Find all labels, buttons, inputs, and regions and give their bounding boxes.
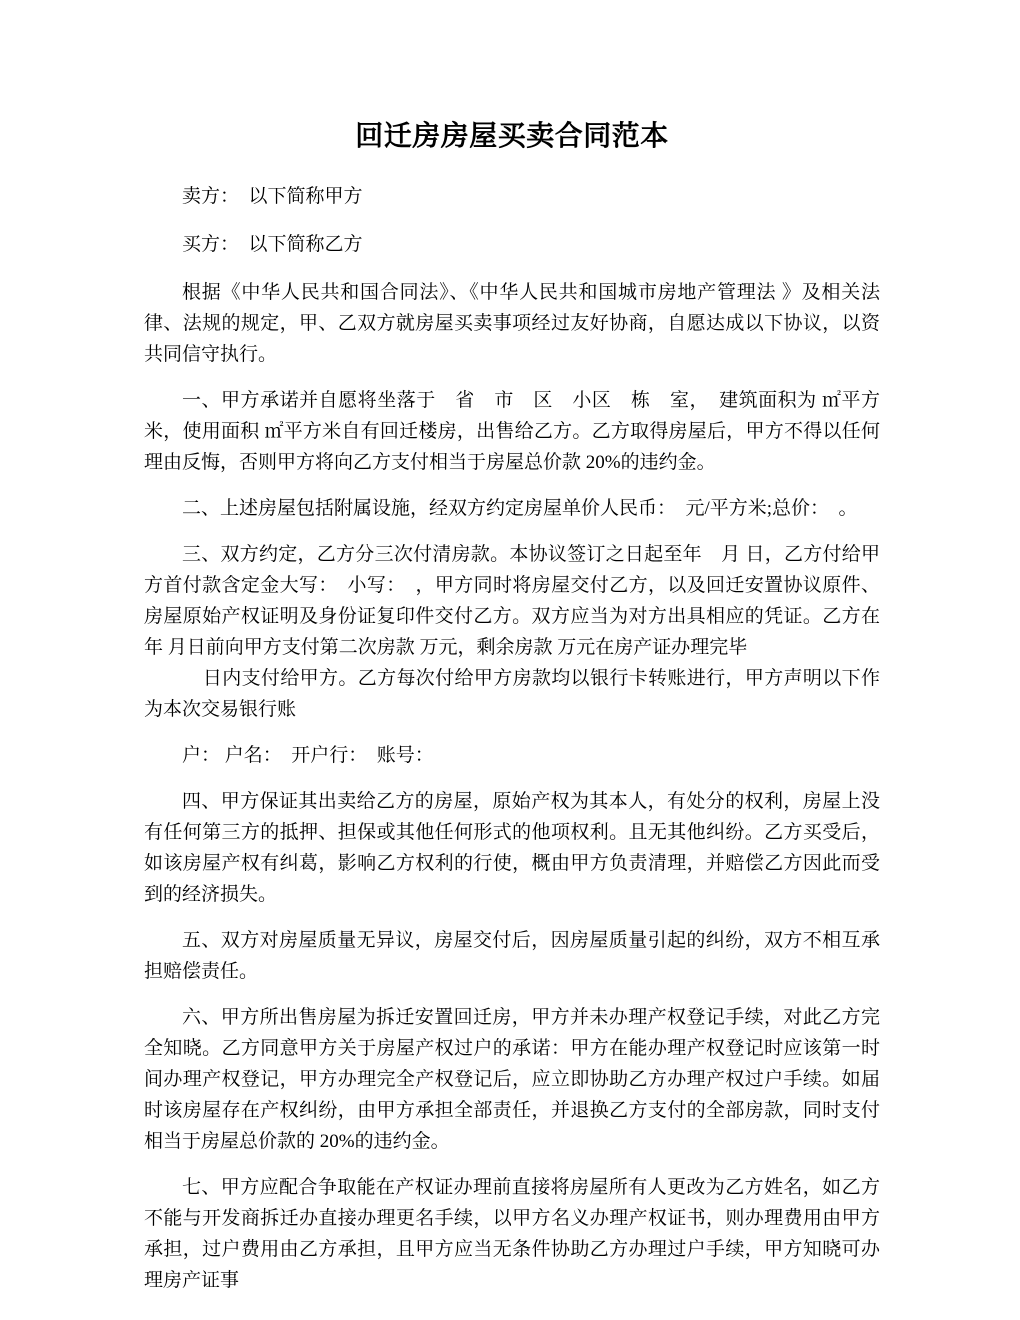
document-title bbox=[144, 114, 880, 154]
paragraph-clause-1: 一、甲方承诺并自愿将坐落于 省 市 区 小区 栋 室， 建筑面积为 ㎡平方米，使用面积 ㎡平方米自有回迁楼房，出售给乙方。乙方取得房屋后，甲方不得以任何理由反悔，否则甲方将向乙方支付相当于房屋总价款 20%的违约金。 bbox=[144, 390, 880, 473]
paragraph-clause-2: 二、上述房屋包括附属设施，经双方约定房屋单价人民币： 元/平方米;总价： 。 bbox=[182, 498, 858, 519]
paragraph-clause-6: 六、甲方所出售房屋为拆迁安置回迁房，甲方并未办理产权登记手续，对此乙方完全知晓。乙方同意甲方关于房屋产权过户的承诺：甲方在能办理产权登记时应该第一时间办理产权登记，甲方办理完全产权登记后，应立即协助乙方办理产权过户手续。如届时该房屋存在产权纠纷，由甲方承担全部责任，并退换乙方支付的全部房款，同时支付相当于房屋总价款的 20%的违约金。 bbox=[144, 1007, 880, 1152]
document-content bbox=[144, 114, 900, 1296]
document-title-text: 回迁房房屋买卖合同范本 bbox=[355, 121, 669, 152]
paragraph-clause-4: 四、甲方保证其出卖给乙方的房屋，原始产权为其本人，有处分的权利，房屋上没有任何第三方的抵押、担保或其他任何形式的他项权利。且无其他纠纷。乙方买受后，如该房屋产权有纠葛，影响乙方权利的行使，概由甲方负责清理，并赔偿乙方因此而受到的经济损失。 bbox=[144, 791, 880, 905]
paragraph-buyer-line: 买方： 以下简称乙方 bbox=[182, 234, 363, 255]
paragraph-bank-account: 户： 户名： 开户行： 账号： bbox=[182, 745, 434, 766]
paragraph-clause-5: 五、双方对房屋质量无异议，房屋交付后，因房屋质量引起的纠纷，双方不相互承担赔偿责任。 bbox=[144, 930, 880, 982]
paragraph-clause-7: 七、甲方应配合争取能在产权证办理前直接将房屋所有人更改为乙方姓名，如乙方不能与开发商拆迁办直接办理更名手续，以甲方名义办理产权证书，则办理费用由甲方承担，过户费用由乙方承担，且甲方应当无条件协助乙方办理过户手续，甲方知晓可办理房产证事 bbox=[144, 1177, 880, 1291]
paragraph-clause-3: 三、双方约定，乙方分三次付清房款。本协议签订之日起至年 月 日，乙方付给甲方首付款含定金大写： 小写： ，甲方同时将房屋交付乙方，以及回迁安置协议原件、房屋原始产权证明及身份证复印件交付乙方。双方应当为对方出具相应的凭证。乙方在 年 月日前向甲方支付第二次房款 万元，剩余房款 万元在房产证办理完毕 bbox=[144, 544, 900, 658]
paragraph-seller-line: 卖方： 以下简称甲方 bbox=[182, 186, 363, 207]
paragraph-clause-3-continued: 日内支付给甲方。乙方每次付给甲方房款均以银行卡转账进行，甲方声明以下作为本次交易银行账 bbox=[144, 668, 880, 720]
paragraph-preamble: 根据《中华人民共和国合同法》、《中华人民共和国城市房地产管理法 》及相关法律、法规的规定，甲、乙双方就房屋买卖事项经过友好协商，自愿达成以下协议，以资共同信守执行。 bbox=[144, 282, 880, 365]
